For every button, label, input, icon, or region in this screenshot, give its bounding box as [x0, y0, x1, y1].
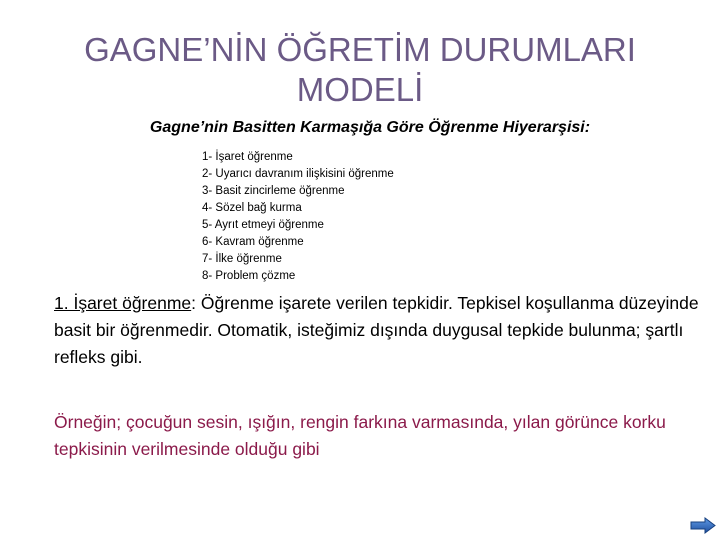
- next-slide-button[interactable]: [690, 517, 716, 534]
- list-item: 1- İşaret öğrenme: [202, 151, 293, 163]
- definition-text: Öğrenme işarete verilen tepkidir. Tepkisel koşullanma düzeyinde basit bir öğrenmedir. Otomatik, isteğimiz dışında duygusal tepkide bulunma; şartlı refleks gibi.: [54, 293, 699, 367]
- slide-title: [60, 30, 660, 110]
- list-item: 4- Sözel bağ kurma: [202, 202, 302, 214]
- example-paragraph: Örneğin; çocuğun sesin, ışığın, rengin farkına varmasında, yılan görünce korku tepkisinin verilmesinde olduğu gibi: [54, 412, 666, 459]
- list-item: 5- Ayrıt etmeyi öğrenme: [202, 219, 324, 231]
- definition-paragraph: [54, 290, 704, 371]
- definition-colon: :: [191, 293, 197, 313]
- slide-subtitle: Gagne’nin Basitten Karmaşığa Göre Öğrenme Hiyerarşisi:: [149, 119, 591, 136]
- list-item: 8- Problem çözme: [202, 270, 296, 282]
- list-item: 2- Uyarıcı davranım ilişkisini öğrenme: [202, 168, 394, 180]
- list-item: 6- Kavram öğrenme: [202, 236, 304, 248]
- list-item: 3- Basit zincirleme öğrenme: [202, 185, 345, 197]
- title-line-2: MODELİ: [296, 71, 424, 108]
- right-arrow-icon: [690, 517, 716, 534]
- list-item: 7- İlke öğrenme: [202, 253, 282, 265]
- hierarchy-list: [202, 149, 394, 285]
- definition-term: 1. İşaret öğrenme: [54, 293, 192, 313]
- title-line-1: GAGNE’NİN ÖĞRETİM DURUMLARI: [84, 31, 636, 68]
